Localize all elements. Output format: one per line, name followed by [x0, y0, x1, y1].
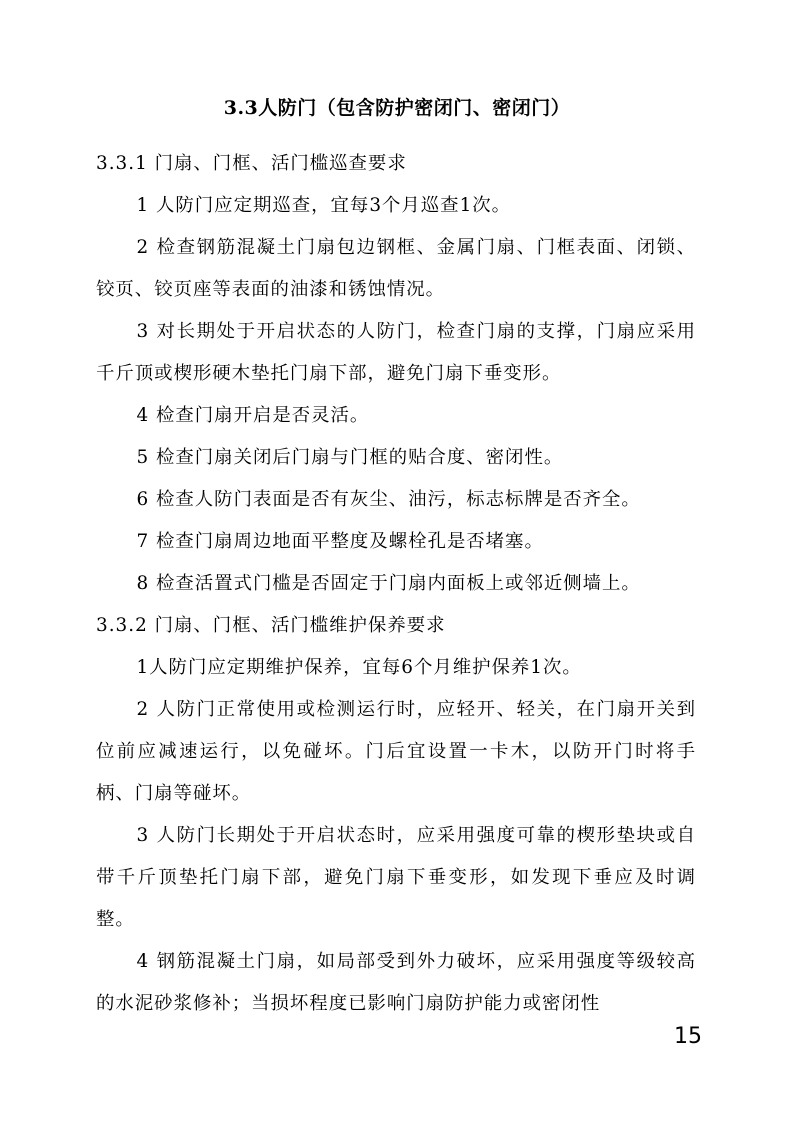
paragraph: 7 检查门扇周边地面平整度及螺栓孔是否堵塞。	[136, 531, 544, 552]
subsection-heading-3-3-2: 3.3.2 门扇、门框、活门槛维护保养要求	[96, 615, 446, 636]
page-number: 15	[674, 1024, 702, 1049]
paragraph: 1人防门应定期维护保养，宜每6个月维护保养1次。	[136, 657, 582, 678]
document-body	[96, 143, 696, 1025]
paragraph: 8 检查活置式门槛是否固定于门扇内面板上或邻近侧墙上。	[136, 573, 641, 594]
section-title: 3.3人防门（包含防护密闭门、密闭门）	[223, 97, 571, 119]
paragraph: 5 检查门扇关闭后门扇与门框的贴合度、密闭性。	[136, 447, 564, 468]
paragraph: 1 人防门应定期巡查，宜每3个月巡查1次。	[136, 195, 512, 216]
paragraph: 6 检查人防门表面是否有灰尘、油污，标志标牌是否齐全。	[136, 489, 641, 510]
paragraph: 4 钢筋混凝土门扇，如局部受到外力破坏，应采用强度等级较高的水泥砂浆修补；当损坏程度已影响门扇防护能力或密闭性	[96, 951, 696, 1014]
paragraph: 3 人防门长期处于开启状态时，应采用强度可靠的楔形垫块或自带千斤顶垫托门扇下部，避免门扇下垂变形，如发现下垂应及时调整。	[96, 825, 696, 930]
paragraph: 3 对长期处于开启状态的人防门，检查门扇的支撑，门扇应采用千斤顶或楔形硬木垫托门扇下部，避免门扇下垂变形。	[96, 321, 696, 384]
paragraph: 4 检查门扇开启是否灵活。	[136, 405, 370, 426]
paragraph: 2 人防门正常使用或检测运行时，应轻开、轻关，在门扇开关到位前应减速运行，以免碰坏。门后宜设置一卡木，以防开门时将手柄、门扇等碰坏。	[96, 699, 696, 804]
subsection-heading-3-3-1: 3.3.1 门扇、门框、活门槛巡查要求	[96, 153, 407, 174]
paragraph: 2 检查钢筋混凝土门扇包边钢框、金属门扇、门框表面、闭锁、铰页、铰页座等表面的油漆和锈蚀情况。	[96, 237, 696, 300]
